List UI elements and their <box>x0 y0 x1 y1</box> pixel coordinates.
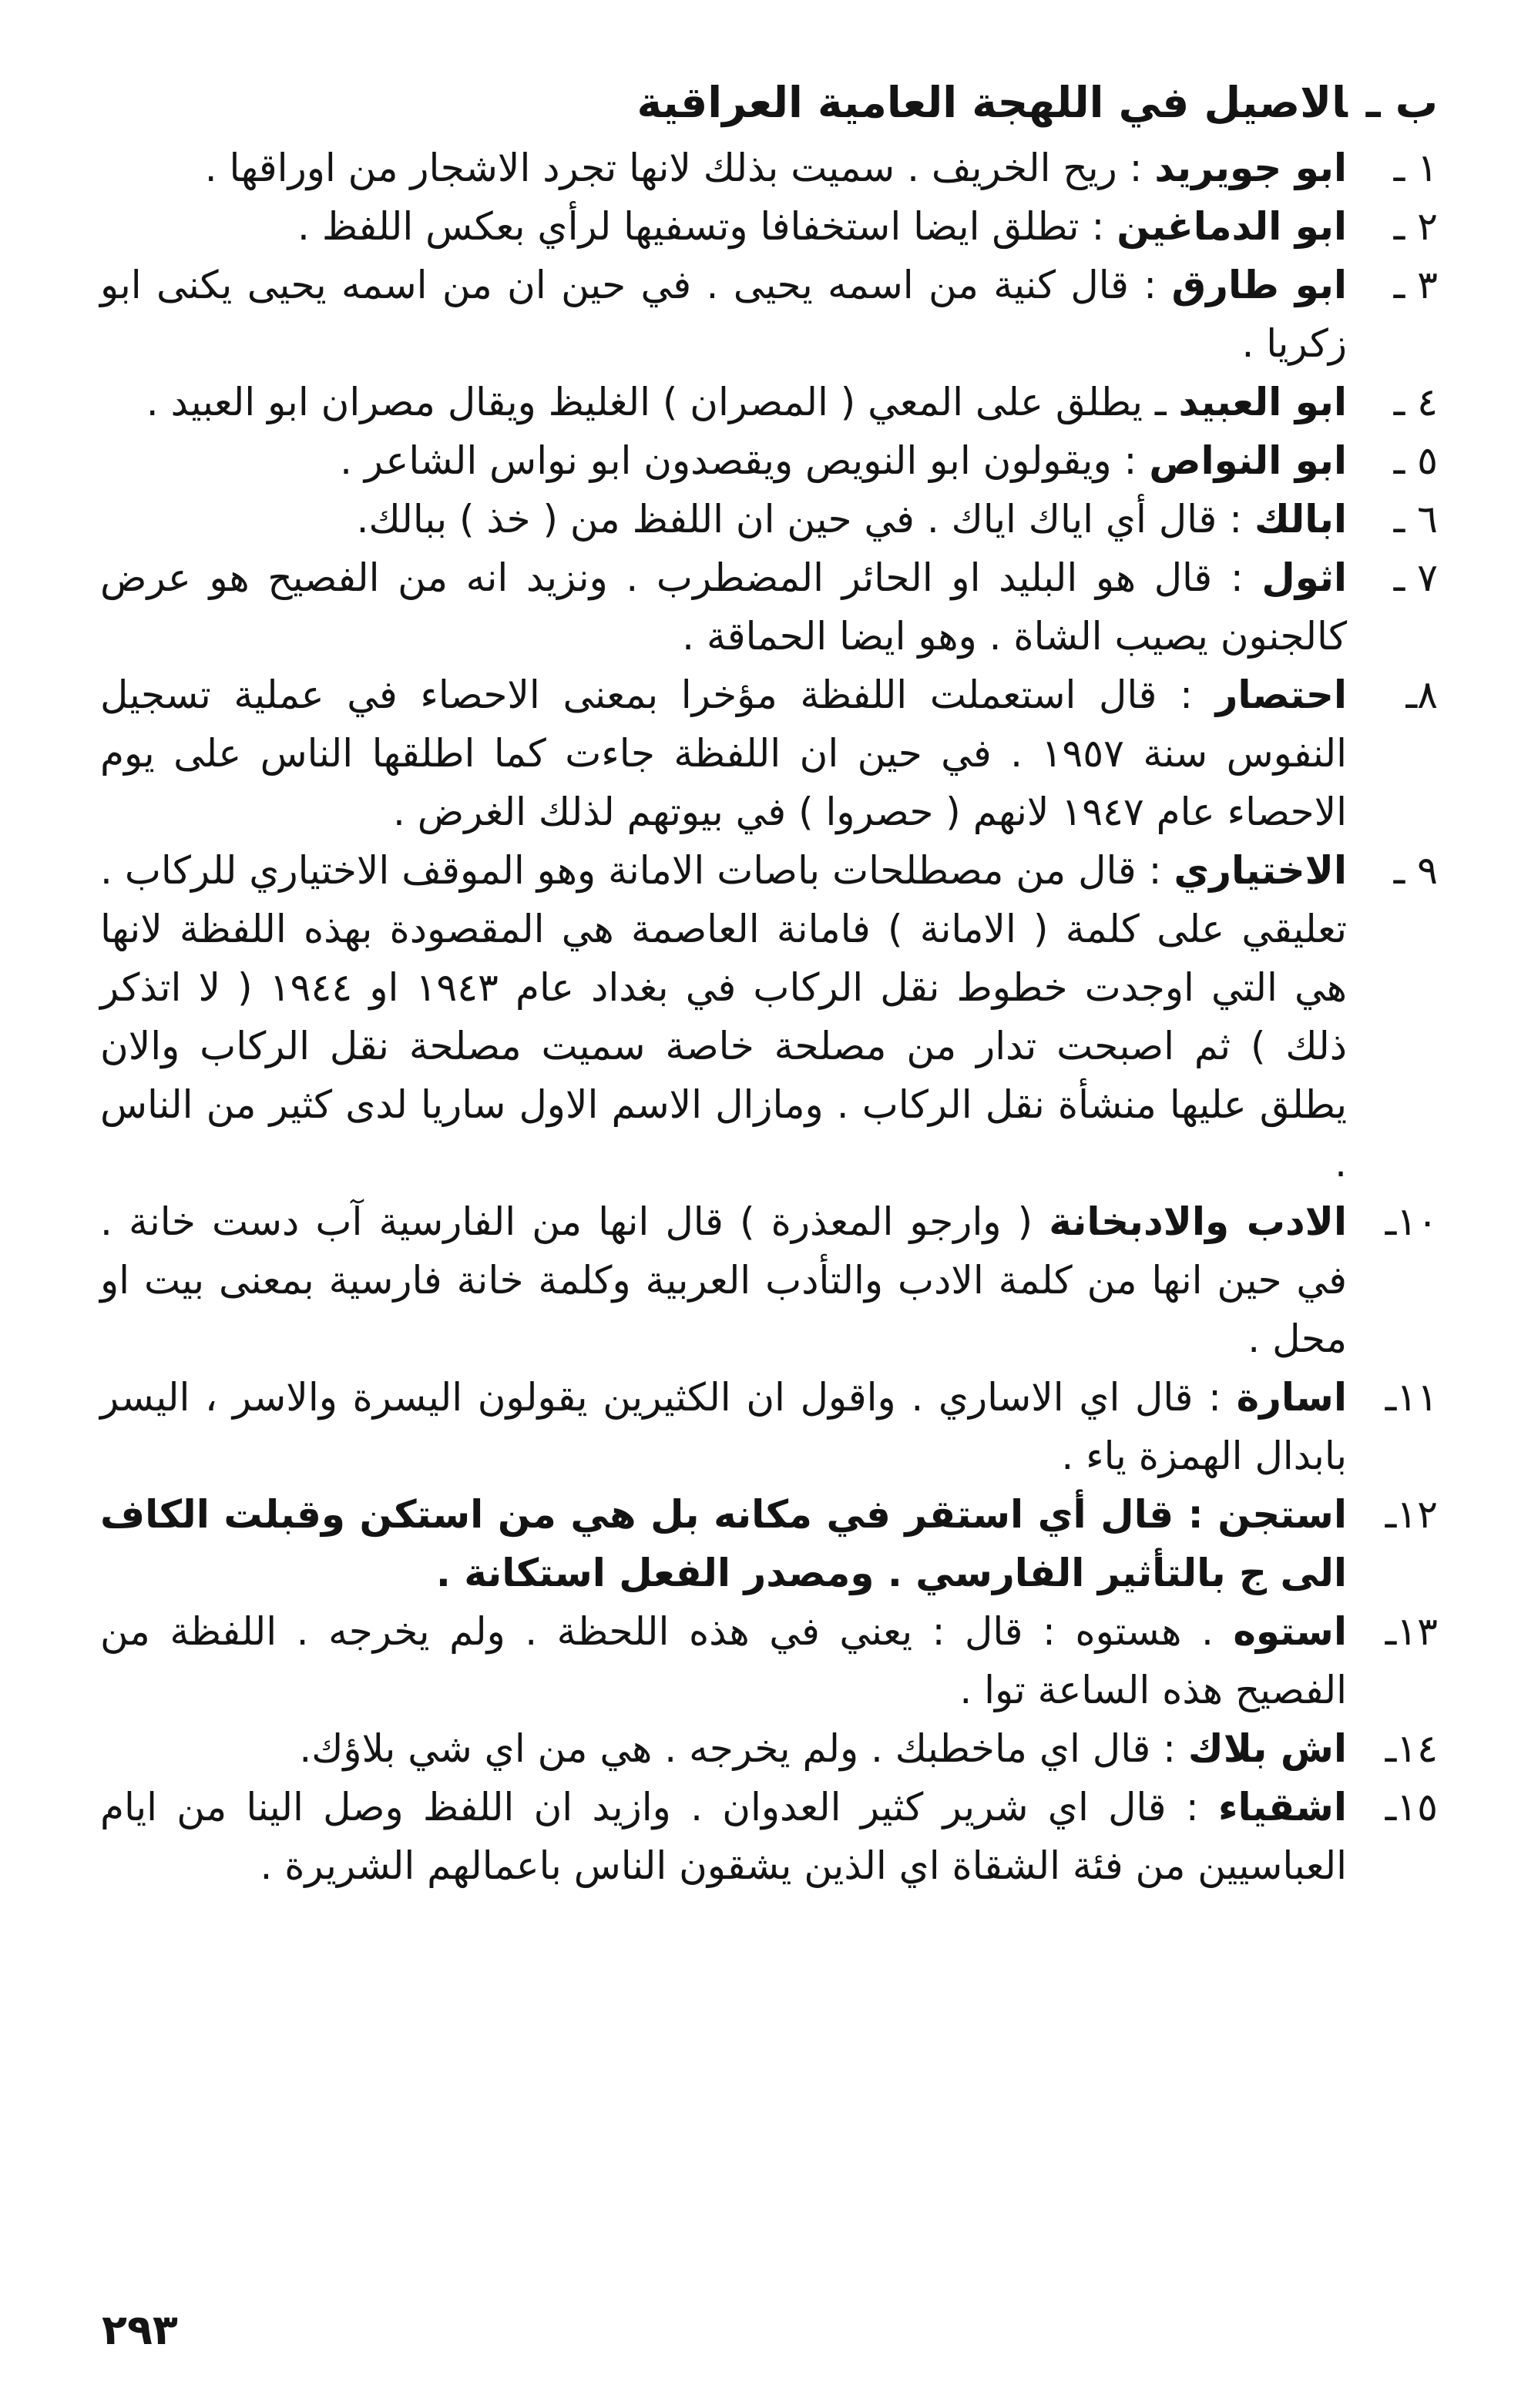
entry-headword: الاختياري <box>1174 848 1347 893</box>
entry-body <box>100 197 1347 256</box>
entry-headword: اسارة <box>1236 1375 1347 1420</box>
entry-body <box>100 1778 1347 1895</box>
page-number: ٢٩٣ <box>102 2306 178 2354</box>
entry-text: : قال من مصطلحات باصات الامانة وهو الموقف الاختياري للركاب . تعليقي على كلمة ( الامانة ) فامانة العاصمة هي المقصودة بهذه اللفظة لانها هي التي اوجدت خطوط نقل الركاب في بغداد عام ١٩٤٣ او ١٩٤٤ ( لا اتذكر ذلك ) ثم اصبحت تدار من مصلحة خاصة سميت مصلحة نقل الركاب والان يطلق عليها منشأة نقل الركاب . ومازال الاسم الاول ساريا لدى كثير من الناس . <box>100 848 1348 1186</box>
entry-number: ٧ ـ <box>1393 555 1438 600</box>
entry-text: : قال أي استقر في مكانه بل هي من استكن وقبلت الكاف الى ج بالتأثير الفارسي . ومصدر الفعل استكانة . <box>100 1492 1347 1595</box>
glossary-entry <box>100 1368 1438 1485</box>
glossary-entry <box>100 139 1438 197</box>
entry-body <box>100 1719 1347 1778</box>
entry-headword: ابو طارق <box>1171 263 1347 307</box>
entry-headword: الادب والادبخانة <box>1049 1199 1347 1244</box>
entry-number: ١٠ـ <box>1385 1199 1438 1244</box>
entry-text: : ريح الخريف . سميت بذلك لانها تجرد الاشجار من اوراقها . <box>204 146 1143 190</box>
section-title: الاصيل في اللهجة العامية العراقية <box>636 78 1348 127</box>
glossary-entry <box>100 1192 1438 1368</box>
entry-body <box>100 1192 1347 1368</box>
entry-headword: ابو العبيد <box>1178 380 1347 424</box>
entry-text: : قال اي الاساري . واقول ان الكثيرين يقولون اليسرة والاسر ، اليسر بابدال الهمزة ياء . <box>100 1375 1347 1478</box>
entry-body <box>100 841 1347 1192</box>
entry-body <box>100 431 1347 490</box>
entry-text: ـ يطلق على المعي ( المصران ) الغليظ ويقال مصران ابو العبيد . <box>146 380 1167 424</box>
entry-body <box>100 1602 1347 1719</box>
entry-text: : قال استعملت اللفظة مؤخرا بمعنى الاحصاء في عملية تسجيل النفوس سنة ١٩٥٧ . في حين ان اللفظة جاءت كما اطلقها الناس على يوم الاحصاء عام ١٩٤٧ لانهم ( حصروا ) في بيوتهم لذلك الغرض . <box>100 672 1347 834</box>
entry-number: ١٤ـ <box>1385 1726 1438 1771</box>
entry-number: ١٥ـ <box>1385 1785 1438 1829</box>
entry-number: ٦ ـ <box>1393 497 1438 542</box>
glossary-entry <box>100 841 1438 1192</box>
entry-text: : تطلق ايضا استخفافا وتسفيها لرأي بعكس اللفظ . <box>297 204 1105 249</box>
glossary-entry <box>100 1719 1438 1778</box>
entry-headword: استوه <box>1233 1609 1347 1654</box>
entry-headword: احتصار <box>1215 672 1347 717</box>
entry-body <box>100 490 1347 548</box>
entry-body <box>100 666 1347 841</box>
entry-headword: ابالك <box>1254 497 1347 542</box>
glossary-entry <box>100 1778 1438 1895</box>
entry-number: ١٢ـ <box>1385 1492 1438 1537</box>
glossary-entry <box>100 1602 1438 1719</box>
entry-headword: اشقياء <box>1217 1785 1347 1829</box>
entry-headword: اش بلاك <box>1187 1726 1347 1771</box>
glossary-entry <box>100 256 1438 373</box>
entry-headword: استجن <box>1217 1492 1347 1537</box>
entry-headword: ابو الدماغين <box>1117 204 1347 249</box>
entry-body <box>100 373 1347 431</box>
entry-list <box>100 139 1438 1895</box>
glossary-entry <box>100 197 1438 256</box>
glossary-entry <box>100 373 1438 431</box>
entry-body <box>100 548 1347 666</box>
entry-number: ٥ ـ <box>1393 438 1438 483</box>
entry-text: : قال اي ماخطبك . ولم يخرجه . هي من اي شي بلاؤك. <box>299 1726 1176 1771</box>
entry-text: . هستوه : قال : يعني في هذه اللحظة . ولم يخرجه . اللفظة من الفصيح هذه الساعة توا . <box>100 1609 1347 1712</box>
glossary-entry <box>100 1485 1438 1602</box>
glossary-entry <box>100 490 1438 548</box>
entry-body <box>100 1485 1347 1602</box>
glossary-entry <box>100 431 1438 490</box>
entry-text: : قال هو البليد او الحائر المضطرب . ونزيد انه من الفصيح هو عرض كالجنون يصيب الشاة . وهو ايضا الحماقة . <box>100 555 1347 659</box>
entry-number: ١٣ـ <box>1385 1609 1438 1654</box>
entry-text: ( وارجو المعذرة ) قال انها من الفارسية آب دست خانة . في حين انها من كلمة الادب والتأدب العربية وكلمة خانة فارسية بمعنى بيت او محل . <box>100 1199 1347 1361</box>
entry-text: : قال اي شرير كثير العدوان . وازيد ان اللفظ وصل الينا من ايام العباسيين من فئة الشقاة اي الذين يشقون الناس باعمالهم الشريرة . <box>100 1785 1347 1888</box>
entry-headword: ابو النواص <box>1149 438 1347 483</box>
entry-number: ٣ ـ <box>1393 263 1438 307</box>
entry-number: ٩ ـ <box>1393 848 1438 893</box>
entry-text: : قال كنية من اسمه يحيى . في حين ان من اسمه يحيى يكنى ابو زكريا . <box>100 263 1347 366</box>
entry-body <box>100 256 1347 373</box>
entry-number: ١١ـ <box>1385 1375 1438 1420</box>
entry-number: ٨ـ <box>1405 672 1438 717</box>
entry-body <box>100 1368 1347 1485</box>
section-heading <box>100 71 1438 134</box>
entry-headword: ابو جويريد <box>1154 146 1347 190</box>
entry-number: ٤ ـ <box>1393 380 1438 424</box>
entry-headword: اثول <box>1261 555 1347 600</box>
entry-text: : قال أي اياك اياك . في حين ان اللفظ من ( خذ ) ببالك. <box>356 497 1243 542</box>
entry-number: ١ ـ <box>1393 146 1438 190</box>
entry-number: ٢ ـ <box>1393 204 1438 249</box>
entry-body <box>100 139 1347 197</box>
glossary-entry <box>100 548 1438 666</box>
entry-text: : ويقولون ابو النويص ويقصدون ابو نواس الشاعر . <box>340 438 1137 483</box>
glossary-entry <box>100 666 1438 841</box>
section-letter: ب ـ <box>1365 78 1438 127</box>
